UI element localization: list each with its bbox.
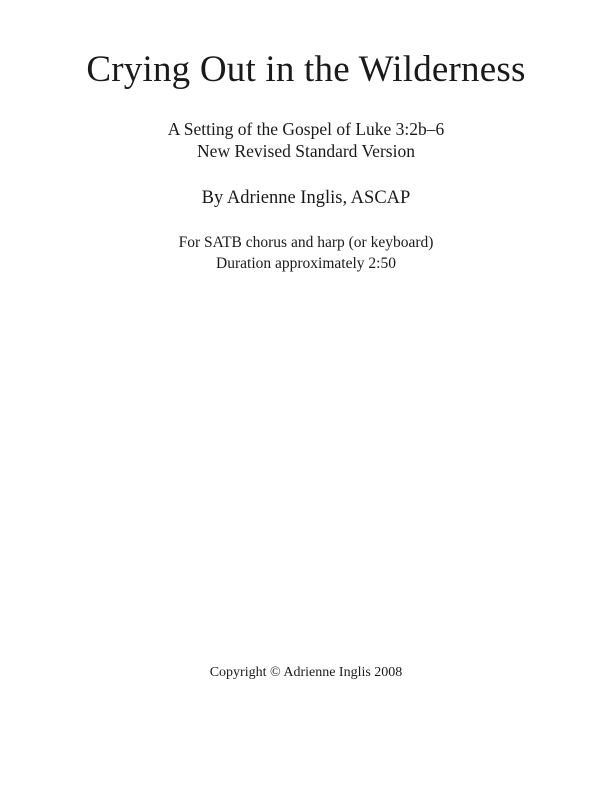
duration-note: Duration approximately 2:50 bbox=[216, 255, 396, 272]
subtitle-version: New Revised Standard Version bbox=[197, 141, 415, 161]
author-credit: By Adrienne Inglis, ASCAP bbox=[201, 188, 411, 208]
subtitle-scripture: A Setting of the Gospel of Luke 3:2b–6 bbox=[167, 119, 445, 139]
copyright-notice: Copyright © Adrienne Inglis 2008 bbox=[209, 665, 403, 680]
instrumentation-note: For SATB chorus and harp (or keyboard) bbox=[178, 234, 434, 251]
page-title: Crying Out in the Wilderness bbox=[86, 49, 526, 90]
